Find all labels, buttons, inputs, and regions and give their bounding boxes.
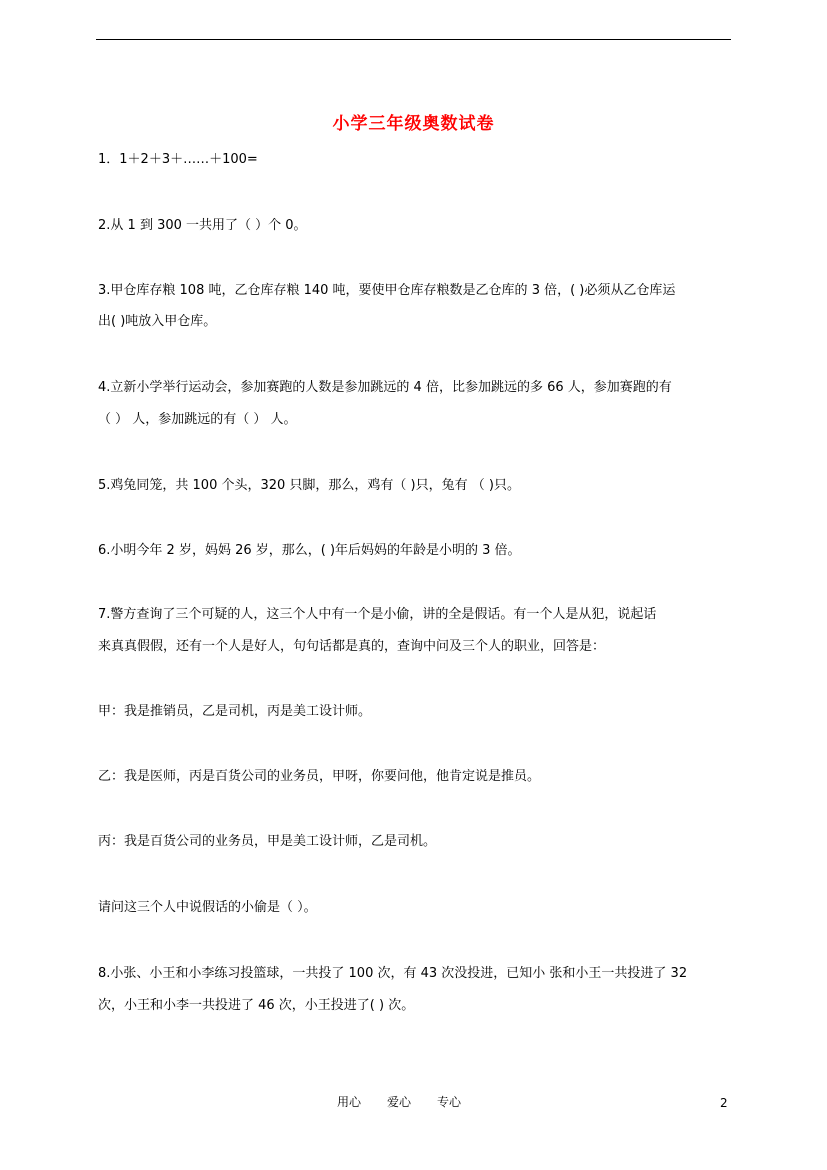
question-7-line-1: 7.警方查询了三个可疑的人，这三个人中有一个是小偷，讲的全是假话。有一个人是从犯，说起话 <box>98 607 657 622</box>
header-rule <box>96 39 731 40</box>
question-3-line-2: 出( )吨放入甲仓库。 <box>98 314 217 329</box>
question-8-line-2: 次，小王和小李一共投进了 46 次，小王投进了( ) 次。 <box>98 998 415 1013</box>
answer-yi: 乙：我是医师，丙是百货公司的业务员，甲呀，你要问他，他肯定说是推员。 <box>98 769 541 784</box>
question-2: 2.从 1 到 300 一共用了（ ）个 0。 <box>98 218 307 233</box>
footer-item: 专心 <box>437 1095 462 1109</box>
answer-jia: 甲：我是推销员，乙是司机，丙是美工设计师。 <box>98 704 372 719</box>
footer-item: 用心 <box>337 1095 362 1109</box>
question-4-line-1: 4.立新小学举行运动会，参加赛跑的人数是参加跳远的 4 倍，比参加跳远的多 66 人，参加赛跑的有 <box>98 380 672 395</box>
question-7-prompt: 请问这三个人中说假话的小偷是（ ）。 <box>98 900 317 915</box>
page-title: 小学三年级奥数试卷 <box>332 114 495 134</box>
question-4-line-2: （ ） 人，参加跳远的有（ ） 人。 <box>98 412 297 427</box>
question-8-line-1: 8.小张、小王和小李练习投篮球，一共投了 100 次，有 43 次没投进，已知小 张和小王一共投进了 32 <box>98 966 688 981</box>
question-5: 5.鸡兔同笼，共 100 个头，320 只脚，那么，鸡有（ )只，兔有 （ )只。 <box>98 478 520 493</box>
question-1: 1．1＋2＋3＋……＋100= <box>98 152 258 167</box>
footer-item: 爱心 <box>387 1095 412 1109</box>
answer-bing: 丙：我是百货公司的业务员，甲是美工设计师，乙是司机。 <box>98 834 437 849</box>
question-3-line-1: 3.甲仓库存粮 108 吨，乙仓库存粮 140 吨，要使甲仓库存粮数是乙仓库的 3 倍，( )必须从乙仓库运 <box>98 283 676 298</box>
question-7-line-2: 来真真假假，还有一个人是好人，句句话都是真的，查询中问及三个人的职业，回答是： <box>98 639 606 654</box>
question-6: 6.小明今年 2 岁，妈妈 26 岁，那么，( )年后妈妈的年龄是小明的 3 倍。 <box>98 543 521 558</box>
page-number: 2 <box>720 1096 728 1110</box>
